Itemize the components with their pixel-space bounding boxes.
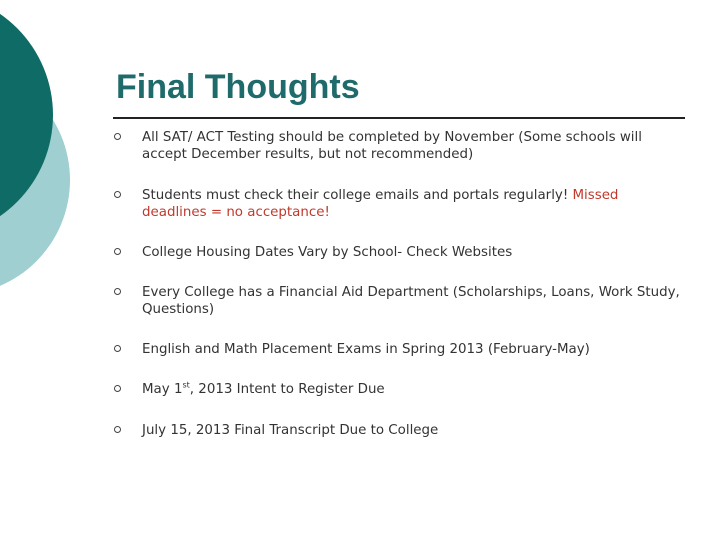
title-divider [113, 117, 685, 119]
hollow-circle-bullet-icon [114, 248, 121, 255]
bullet-text: Every College has a Financial Aid Department (Scholarships, Loans, Work Study, Questions) [142, 285, 680, 317]
bullet-text: College Housing Dates Vary by School- Check Websites [142, 245, 513, 260]
page-title: Final Thoughts [116, 68, 360, 106]
hollow-circle-bullet-icon [114, 345, 121, 352]
hollow-circle-bullet-icon [114, 385, 121, 392]
bullet-text: All SAT/ ACT Testing should be completed by November (Some schools will accept December results, but not recommended) [142, 130, 642, 162]
hollow-circle-bullet-icon [114, 133, 121, 140]
ordinal-superscript: st [182, 380, 190, 390]
hollow-circle-bullet-icon [114, 288, 121, 295]
bullet-text-post: , 2013 Intent to Register Due [189, 382, 385, 397]
hollow-circle-bullet-icon [114, 191, 121, 198]
bullet-text: English and Math Placement Exams in Spring 2013 (February-May) [142, 342, 590, 357]
decorative-circles [0, 0, 120, 300]
bullet-text: July 15, 2013 Final Transcript Due to College [142, 423, 439, 438]
bullet-text-pre: May 1 [142, 382, 183, 397]
bullet-alert-text: Missed deadlines = no acceptance! [142, 188, 619, 220]
hollow-circle-bullet-icon [114, 426, 121, 433]
bullet-text: Students must check their college emails and portals regularly! [142, 188, 573, 203]
